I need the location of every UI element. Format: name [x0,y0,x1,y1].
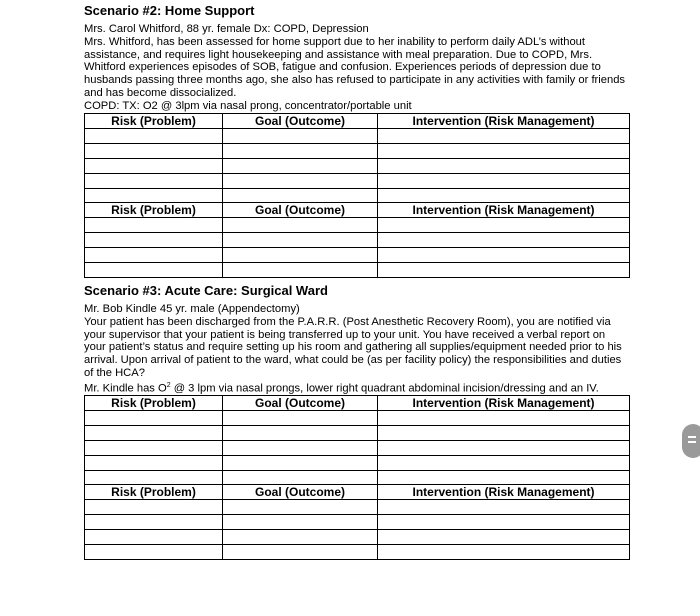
table-cell[interactable] [223,411,378,426]
table-cell[interactable] [378,247,630,262]
table-cell[interactable] [223,515,378,530]
table-cell[interactable] [85,545,223,560]
table-row [85,456,630,471]
table-cell[interactable] [378,515,630,530]
table-row [85,515,630,530]
table-spacer-row [85,471,630,485]
treatment-superscript: 2 [166,381,171,389]
scenario-2-description: Mrs. Whitford, has been assessed for home support due to her inability to perform daily ADL’s without assistance, and requires light housekeeping and assistance with meal preparation. Due to COPD, Mrs. Whitford experiences episodes of SOB, fatigue and confusion. Experiences periods of depression due to husbands passing three months ago, she also has refused to participate in any activities with family or friends and has become dissocialized. [84,35,626,99]
table-cell[interactable] [223,500,378,515]
risk-header: Risk (Problem) [85,202,223,217]
table-cell[interactable] [378,411,630,426]
scenario-2-patient: Mrs. Carol Whitford, 88 yr. female Dx: COPD, Depression [84,23,369,35]
table-cell[interactable] [85,158,223,173]
table-cell[interactable] [223,217,378,232]
scenario-3-treatment [84,380,629,396]
table-cell[interactable] [223,247,378,262]
goal-header: Goal (Outcome) [223,485,378,500]
table-row [85,128,630,143]
table-cell[interactable] [378,500,630,515]
table-row [85,262,630,277]
table-row [85,247,630,262]
menu-icon [688,436,696,438]
goal-header: Goal (Outcome) [223,396,378,411]
scenario-2-section [84,3,629,278]
table-row [85,426,630,441]
table-row [85,545,630,560]
scenario-3-description: Your patient has been discharged from the P.A.R.R. (Post Anesthetic Recovery Room), you are notified via your supervisor that your patient is being transferred up to your unit. You have received a verbal report on your patient’s status and require setting up his room and gathering all supplies/equipment needed prior to his arrival. Upon arrival of patient to the ward, what could be (as per facility policy) the responsibilities and duties of the HCA? [84,315,622,379]
risk-header: Risk (Problem) [85,396,223,411]
table-cell[interactable] [85,128,223,143]
table-row [85,173,630,188]
table-cell[interactable] [223,158,378,173]
table-cell[interactable] [378,262,630,277]
intervention-header: Intervention (Risk Management) [378,485,630,500]
intervention-header: Intervention (Risk Management) [378,202,630,217]
table-row [85,143,630,158]
table-row [85,441,630,456]
table-cell[interactable] [85,411,223,426]
table-cell[interactable] [223,262,378,277]
table-row [85,500,630,515]
table-row [85,530,630,545]
table-cell[interactable] [85,217,223,232]
table-cell[interactable] [85,247,223,262]
table-cell[interactable] [85,143,223,158]
table-row [85,217,630,232]
goal-header: Goal (Outcome) [223,202,378,217]
table-cell[interactable] [378,173,630,188]
table-cell[interactable] [223,456,378,471]
table-cell[interactable] [378,456,630,471]
table-header-row [85,202,630,217]
table-cell[interactable] [378,232,630,247]
table-cell[interactable] [85,441,223,456]
table-cell[interactable] [85,515,223,530]
table-cell[interactable] [85,456,223,471]
side-menu-handle[interactable] [682,424,700,458]
table-cell[interactable] [223,173,378,188]
table-cell[interactable] [378,143,630,158]
table-cell[interactable] [378,426,630,441]
goal-header: Goal (Outcome) [223,113,378,128]
table-cell[interactable] [85,500,223,515]
intervention-header: Intervention (Risk Management) [378,113,630,128]
menu-icon-bar [688,441,696,443]
scenario-3-care-plan-table [84,395,630,560]
table-cell[interactable] [223,545,378,560]
scenario-2-heading: Scenario #2: Home Support [84,3,255,18]
table-spacer-row [85,188,630,202]
scenario-2-care-plan-table [84,113,630,278]
table-cell[interactable] [223,232,378,247]
table-cell[interactable] [223,426,378,441]
intervention-header: Intervention (Risk Management) [378,396,630,411]
table-header-row [85,396,630,411]
table-cell[interactable] [378,530,630,545]
table-cell[interactable] [223,128,378,143]
table-cell[interactable] [85,262,223,277]
table-row [85,411,630,426]
table-cell[interactable] [223,441,378,456]
table-cell[interactable] [378,217,630,232]
table-cell[interactable] [378,545,630,560]
table-row [85,232,630,247]
table-cell[interactable] [85,530,223,545]
table-cell[interactable] [85,173,223,188]
scenario-3-patient: Mr. Bob Kindle 45 yr. male (Appendectomy) [84,303,300,315]
table-cell[interactable] [378,441,630,456]
table-row [85,158,630,173]
scenario-3-heading: Scenario #3: Acute Care: Surgical Ward [84,283,328,298]
treatment-prefix: Mr. Kindle has O [84,382,167,395]
table-cell[interactable] [378,128,630,143]
risk-header: Risk (Problem) [85,113,223,128]
table-cell[interactable] [223,530,378,545]
table-cell[interactable] [378,158,630,173]
treatment-suffix: @ 3 lpm via nasal prongs, lower right quadrant abdominal incision/dressing and an IV. [170,382,599,395]
table-cell[interactable] [85,426,223,441]
table-cell[interactable] [85,232,223,247]
scenario-3-section [84,283,629,560]
table-header-row [85,485,630,500]
table-header-row [85,113,630,128]
table-cell[interactable] [223,143,378,158]
risk-header: Risk (Problem) [85,485,223,500]
scenario-2-treatment: COPD: TX: O2 @ 3lpm via nasal prong, concentrator/portable unit [84,99,412,112]
